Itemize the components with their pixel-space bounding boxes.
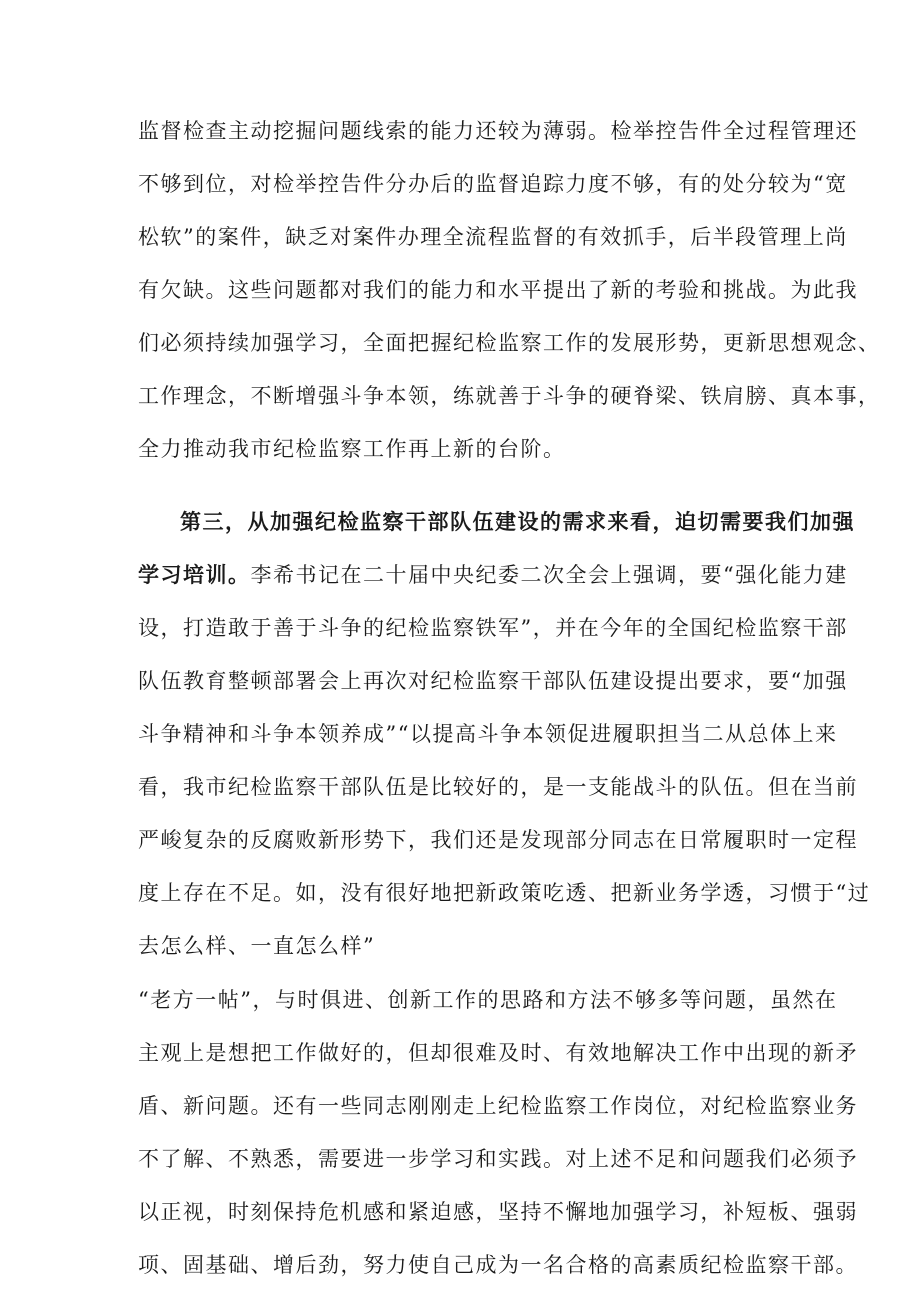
section-heading: 第三，从加强纪检监察干部队伍建设的需求来看，迫切需要我们加强 (180, 509, 855, 534)
paragraph-line: 不够到位，对检举控告件分办后的监督追踪力度不够，有的处分较为“宽 (138, 172, 848, 196)
paragraph-line: 全力推动我市纪检监察工作再上新的台阶。 (138, 437, 566, 461)
paragraph-line: 工作理念，不断增强斗争本领，练就善于斗争的硬脊梁、铁肩膀、真本事， (138, 384, 881, 408)
paragraph-line: 不了解、不熟悉，需要进一步学习和实践。对上述不足和问题我们必须予 (138, 1147, 858, 1171)
paragraph-line: 队伍教育整顿部署会上再次对纪检监察干部队伍建设提出要求，要“加强 (138, 669, 848, 693)
paragraph-line: 松软”的案件，缺乏对案件办理全流程监督的有效抓手，后半段管理上尚 (138, 225, 848, 249)
paragraph-line: 有欠缺。这些问题都对我们的能力和水平提出了新的考验和挑战。为此我 (138, 278, 858, 302)
paragraph-line: 斗争精神和斗争本领养成”“以提高斗争本领促进履职担当二从总体上来 (138, 722, 838, 746)
paragraph-line-rest: 李希书记在二十届中央纪委二次全会上强调，要“强化能力建 (250, 563, 848, 587)
paragraph-line: 盾、新问题。还有一些同志刚刚走上纪检监察工作岗位，对纪检监察业务 (138, 1094, 858, 1118)
paragraph-line: 项、固基础、增后劲，努力使自己成为一名合格的高素质纪检监察干部。 (138, 1253, 858, 1277)
paragraph-line: 去怎么样、一直怎么样” (138, 934, 376, 958)
paragraph-line: 们必须持续加强学习，全面把握纪检监察工作的发展形势，更新思想观念、 (138, 331, 881, 355)
paragraph-line: 度上存在不足。如，没有很好地把新政策吃透、把新业务学透，习惯于“过 (138, 881, 871, 905)
paragraph-line: 主观上是想把工作做好的，但却很难及时、有效地解决工作中出现的新矛 (138, 1041, 858, 1065)
paragraph-line: 设，打造敢于善于斗争的纪检监察铁军”，并在今年的全国纪检监察干部 (138, 616, 848, 640)
paragraph-line: “老方一帖”，与时俱进、创新工作的思路和方法不够多等问题，虽然在 (138, 988, 838, 1012)
paragraph-line (138, 561, 848, 589)
paragraph-line: 以正视，时刻保持危机感和紧迫感，坚持不懈地加强学习，补短板、强弱 (138, 1200, 858, 1224)
section-heading-end: 学习培训。 (138, 562, 251, 587)
paragraph-line: 严峻复杂的反腐败新形势下，我们还是发现部分同志在日常履职时一定程 (138, 828, 858, 852)
paragraph-line: 监督检查主动挖掘问题线索的能力还较为薄弱。检举控告件全过程管理还 (138, 119, 858, 143)
paragraph-line: 看，我市纪检监察干部队伍是比较好的，是一支能战斗的队伍。但在当前 (138, 775, 858, 799)
